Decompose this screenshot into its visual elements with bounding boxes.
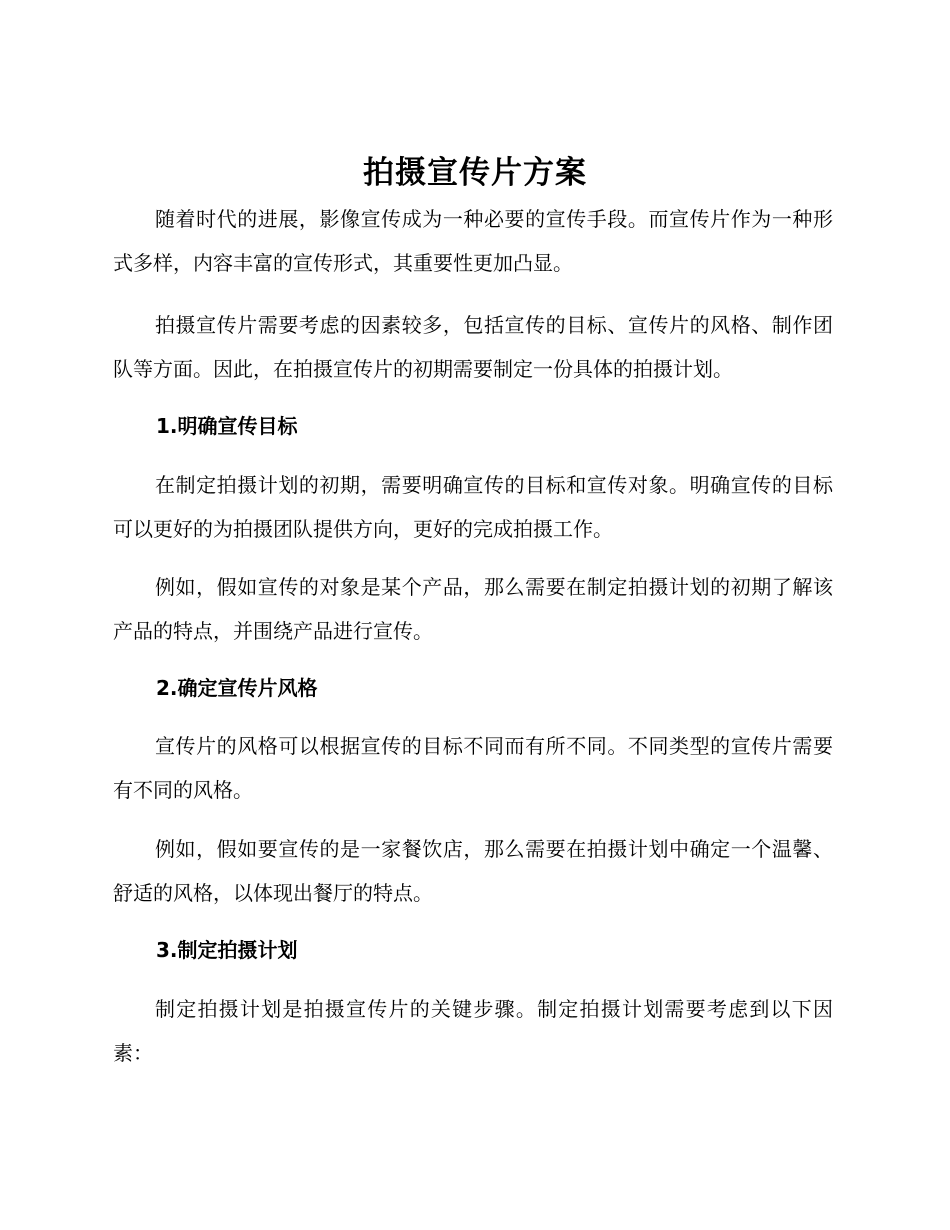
paragraph-style: 宣传片的风格可以根据宣传的目标不同而有所不同。不同类型的宣传片需要有不同的风格。 bbox=[113, 734, 833, 802]
paragraph-style-example: 例如，假如要宣传的是一家餐饮店，那么需要在拍摄计划中确定一个温馨、舒适的风格，以体现出餐厅的特点。 bbox=[113, 837, 833, 905]
document-title: 拍摄宣传片方案 bbox=[363, 155, 587, 191]
section-heading-3: 3.制定拍摄计划 bbox=[156, 938, 298, 962]
section-heading-1: 1.明确宣传目标 bbox=[156, 414, 298, 438]
paragraph-intro: 随着时代的进展，影像宣传成为一种必要的宣传手段。而宣传片作为一种形式多样，内容丰富的宣传形式，其重要性更加凸显。 bbox=[113, 207, 833, 275]
paragraph-plan: 制定拍摄计划是拍摄宣传片的关键步骤。制定拍摄计划需要考虑到以下因素： bbox=[113, 997, 833, 1065]
paragraph-factors: 拍摄宣传片需要考虑的因素较多，包括宣传的目标、宣传片的风格、制作团队等方面。因此，在拍摄宣传片的初期需要制定一份具体的拍摄计划。 bbox=[113, 313, 833, 381]
paragraph-goal-example: 例如，假如宣传的对象是某个产品，那么需要在制定拍摄计划的初期了解该产品的特点，并围绕产品进行宣传。 bbox=[113, 575, 833, 643]
paragraph-goal: 在制定拍摄计划的初期，需要明确宣传的目标和宣传对象。明确宣传的目标可以更好的为拍摄团队提供方向，更好的完成拍摄工作。 bbox=[113, 473, 833, 541]
section-heading-2: 2.确定宣传片风格 bbox=[156, 676, 318, 700]
